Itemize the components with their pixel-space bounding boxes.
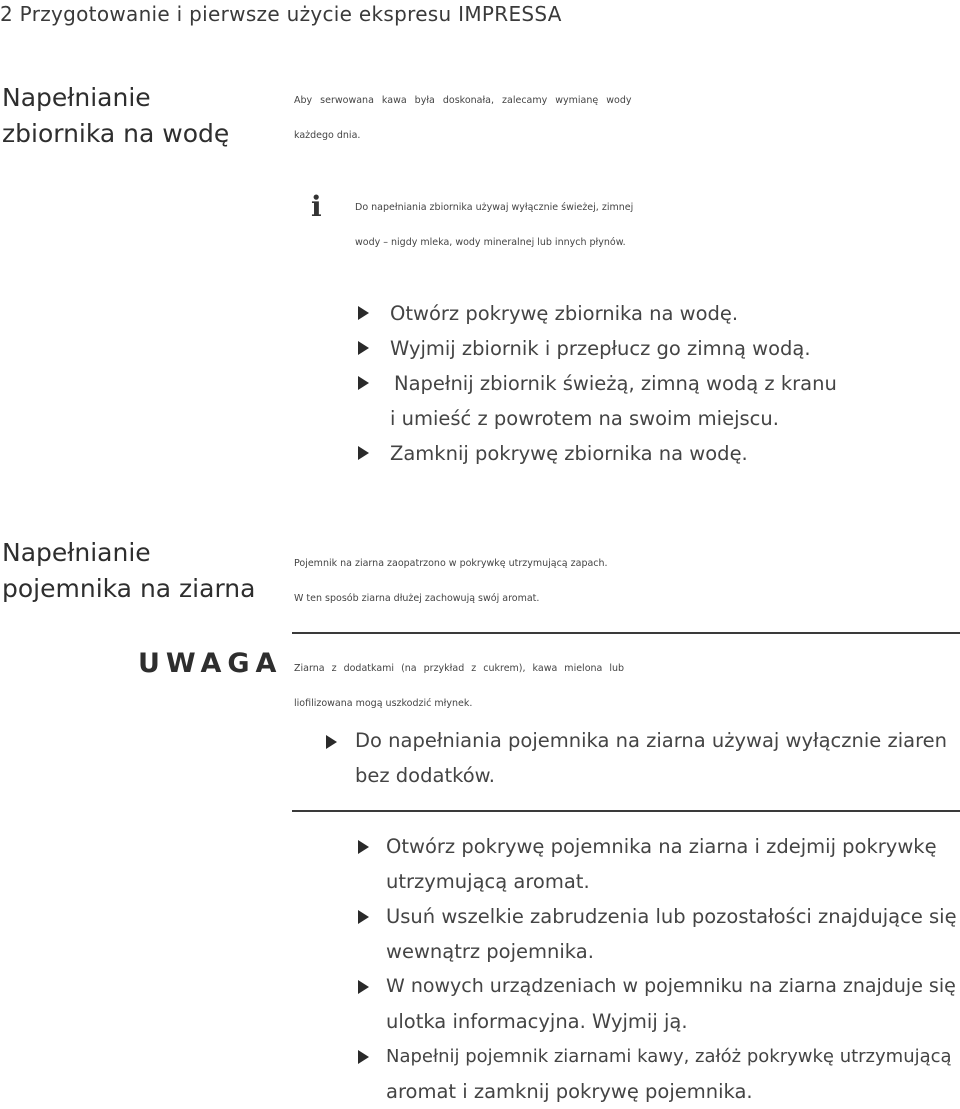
- warning-text: [294, 651, 959, 721]
- water-step-2: Wyjmij zbiornik i przepłucz go zimną wodą.: [390, 337, 811, 360]
- info-line: wody – nigdy mleka, wody mineralnej lub innych płynów.: [355, 237, 626, 248]
- water-step-3-cont: i umieść z powrotem na swoim miejscu.: [390, 407, 779, 430]
- bullet-arrow-icon: [358, 910, 369, 924]
- beans-step-1-cont: utrzymującą aromat.: [386, 870, 590, 893]
- beans-intro-line: W ten sposób ziarna dłużej zachowują swój aromat.: [294, 593, 540, 604]
- bullet-arrow-icon: [358, 446, 369, 460]
- warning-top-rule: [292, 632, 960, 634]
- warning-action: Do napełniania pojemnika na ziarna używaj wyłącznie ziaren: [355, 729, 948, 752]
- bullet-arrow-icon: [358, 980, 369, 994]
- bullet-arrow-icon: [358, 376, 369, 390]
- water-intro-line: każdego dnia.: [294, 130, 361, 141]
- beans-step-2-cont: wewnątrz pojemnika.: [386, 940, 594, 963]
- beans-step-3: W nowych urządzeniach w pojemniku na ziarna znajduje się: [386, 975, 956, 997]
- beans-step-2: Usuń wszelkie zabrudzenia lub pozostałości znajdujące się: [386, 905, 957, 928]
- bullet-arrow-icon: [358, 306, 369, 320]
- section-title-line: Napełnianie: [2, 538, 151, 567]
- section-title-water: [2, 80, 229, 152]
- info-line: Do napełniania zbiornika używaj wyłącznie świeżej, zimnej: [355, 202, 634, 213]
- bullet-arrow-icon: [358, 341, 369, 355]
- section-title-line: Napełnianie: [2, 83, 151, 112]
- beans-step-1: Otwórz pokrywę pojemnika na ziarna i zdejmij pokrywkę: [386, 835, 937, 858]
- water-step-3: Napełnij zbiornik świeżą, zimną wodą z kranu: [394, 372, 837, 395]
- water-intro-line: Aby serwowana kawa była doskonała, zalecamy wymianę wody: [294, 95, 632, 106]
- bullet-arrow-icon: [358, 1050, 369, 1064]
- section-title-beans: [2, 535, 255, 607]
- water-step-4: Zamknij pokrywę zbiornika na wodę.: [390, 442, 748, 465]
- water-step-1: Otwórz pokrywę zbiornika na wodę.: [390, 302, 739, 325]
- beans-intro-line: Pojemnik na ziarna zaopatrzono w pokrywkę utrzymującą zapach.: [294, 558, 608, 569]
- warning-line: liofilizowana mogą uszkodzić młynek.: [294, 698, 473, 709]
- beans-step-3-cont: ulotka informacyjna. Wyjmij ją.: [386, 1010, 688, 1033]
- beans-step-4: Napełnij pojemnik ziarnami kawy, załóż pokrywkę utrzymującą: [386, 1046, 952, 1067]
- beans-intro: [294, 546, 959, 616]
- water-info-note: [355, 190, 960, 260]
- water-intro: [294, 83, 959, 153]
- section-title-line: zbiornika na wodę: [2, 119, 230, 148]
- page-header: 2 Przygotowanie i pierwsze użycie ekspresu IMPRESSA: [0, 2, 562, 26]
- warning-bottom-rule: [292, 810, 960, 812]
- warning-line: Ziarna z dodatkami (na przykład z cukrem), kawa mielona lub: [294, 663, 625, 674]
- warning-label: UWAGA: [138, 648, 283, 679]
- info-icon: i: [311, 190, 322, 223]
- beans-step-4-cont: aromat i zamknij pokrywę pojemnika.: [386, 1080, 753, 1103]
- section-title-line: pojemnika na ziarna: [2, 574, 256, 603]
- warning-action-cont: bez dodatków.: [355, 764, 495, 787]
- bullet-arrow-icon: [358, 840, 369, 854]
- bullet-arrow-icon: [326, 735, 337, 749]
